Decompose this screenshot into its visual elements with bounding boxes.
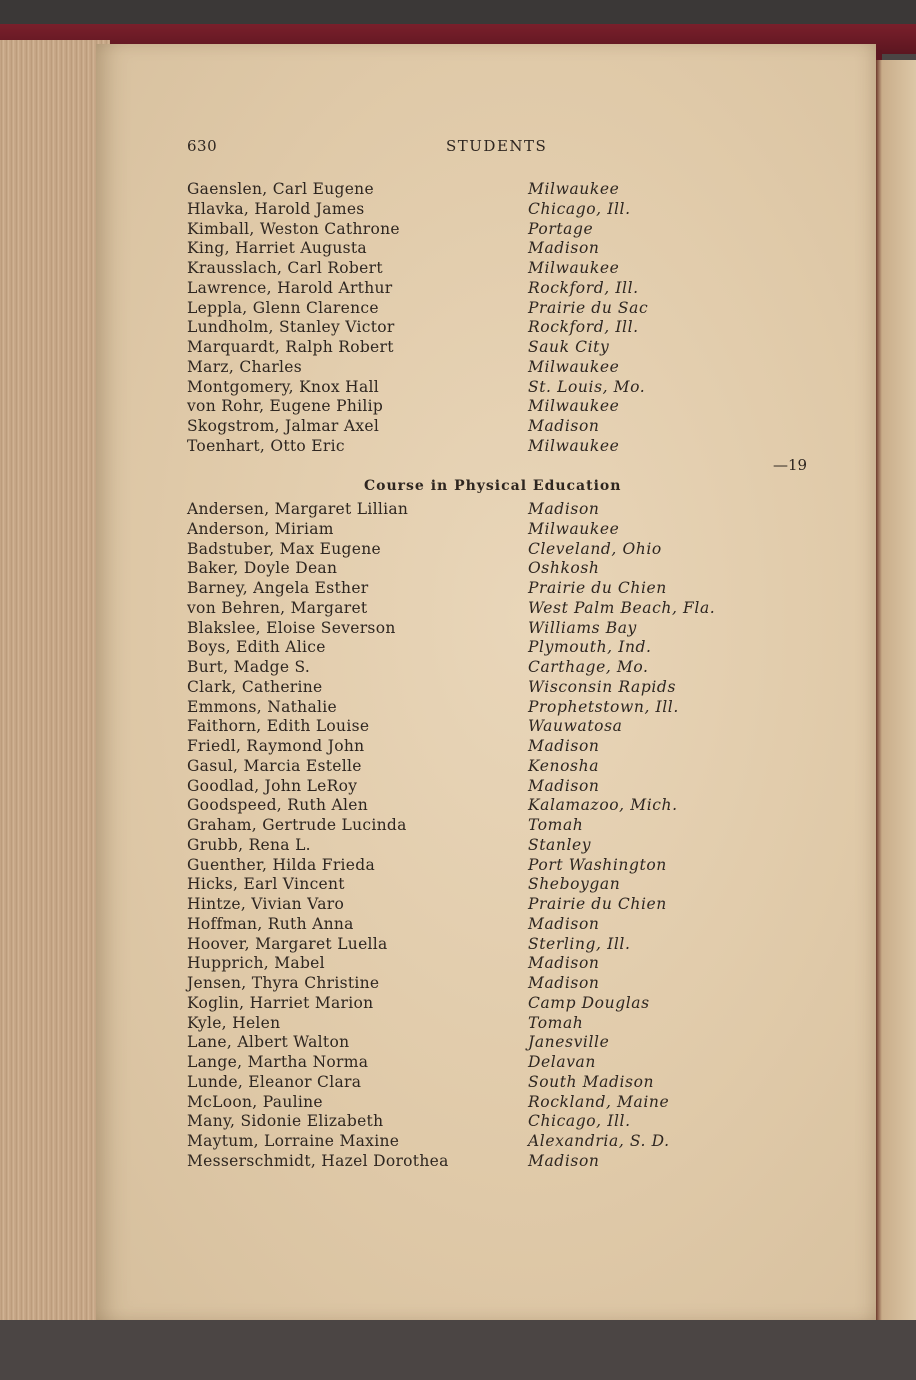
student-entry [187, 658, 747, 678]
student-entry [187, 935, 747, 955]
student-hometown: Cleveland, Ohio [528, 539, 662, 558]
student-hometown: Port Washington [528, 855, 667, 874]
student-entry [187, 816, 747, 836]
student-hometown: Chicago, Ill. [528, 199, 631, 218]
student-entry [187, 856, 747, 876]
student-entry [187, 299, 747, 319]
section-heading: Course in Physical Education [364, 478, 622, 494]
student-hometown: Wauwatosa [528, 717, 623, 736]
student-name: Lunde, Eleanor Clara [187, 1072, 362, 1091]
student-entry [187, 777, 747, 797]
student-entry [187, 678, 747, 698]
student-hometown: Madison [528, 776, 600, 795]
student-name: Anderson, Miriam [187, 519, 334, 538]
student-hometown: Prairie du Chien [528, 895, 667, 913]
student-hometown: Prairie du Sac [528, 298, 649, 317]
student-hometown: Rockford, Ill. [528, 278, 639, 297]
student-hometown: Portage [528, 219, 594, 238]
student-name: Many, Sidonie Elizabeth [187, 1112, 384, 1131]
student-entry [187, 259, 747, 279]
student-name: von Behren, Margaret [187, 598, 368, 617]
student-name: Lange, Martha Norma [187, 1053, 369, 1071]
student-entry [187, 698, 747, 718]
student-name: Leppla, Glenn Clarence [187, 298, 379, 317]
student-entry [187, 974, 747, 994]
student-hometown: Prairie du Chien [528, 579, 667, 597]
margin-mark: —19 [773, 456, 808, 474]
student-name: Montgomery, Knox Hall [187, 377, 380, 396]
student-entry [187, 1014, 747, 1034]
student-entry [187, 717, 747, 737]
student-entry [187, 540, 747, 560]
student-name: Marz, Charles [187, 357, 303, 376]
student-hometown: Madison [528, 974, 600, 992]
student-name: Kyle, Helen [187, 1013, 281, 1032]
page-number: 630 [187, 137, 218, 155]
student-name: Badstuber, Max Eugene [187, 539, 382, 558]
student-hometown: Delavan [528, 1053, 596, 1071]
student-entry [187, 358, 747, 378]
student-hometown: Madison [528, 417, 600, 435]
student-hometown: Madison [528, 500, 600, 518]
student-entry [187, 338, 747, 358]
student-hometown: Camp Douglas [528, 993, 650, 1012]
student-name: Gaenslen, Carl Eugene [187, 180, 374, 198]
student-entry [187, 397, 747, 417]
student-name: Lane, Albert Walton [187, 1033, 350, 1052]
student-entry [187, 954, 747, 974]
student-entry [187, 875, 747, 895]
student-name: Baker, Doyle Dean [187, 559, 338, 578]
background-bottom [0, 1320, 916, 1380]
student-name: Maytum, Lorraine Maxine [187, 1132, 400, 1150]
student-name: Messerschmidt, Hazel Dorothea [187, 1151, 449, 1170]
student-name: Faithorn, Edith Louise [187, 717, 370, 736]
student-hometown: Chicago, Ill. [528, 1112, 631, 1131]
student-hometown: Sheboygan [528, 875, 621, 894]
student-name: Graham, Gertrude Lucinda [187, 816, 407, 834]
student-entry [187, 579, 747, 599]
student-entry [187, 757, 747, 777]
student-name: Gasul, Marcia Estelle [187, 756, 362, 775]
student-entry [187, 200, 747, 220]
student-entry [187, 1073, 747, 1093]
student-hometown: Madison [528, 737, 600, 755]
student-hometown: Plymouth, Ind. [528, 638, 652, 657]
student-name: Jensen, Thyra Christine [187, 974, 380, 992]
student-name: Koglin, Harriet Marion [187, 993, 374, 1012]
student-entry [187, 1112, 747, 1132]
student-hometown: Sauk City [528, 338, 610, 356]
student-name: Lawrence, Harold Arthur [187, 278, 393, 297]
student-entry [187, 1033, 747, 1053]
student-hometown: Madison [528, 239, 600, 258]
student-entry [187, 437, 747, 457]
page-edges [0, 40, 110, 1330]
student-hometown: Rockford, Ill. [528, 318, 639, 337]
student-list-physical-education [187, 500, 747, 1172]
student-name: Clark, Catherine [187, 677, 323, 696]
student-name: Goodlad, John LeRoy [187, 776, 358, 795]
student-name: Barney, Angela Esther [187, 579, 369, 597]
student-list-top [187, 180, 747, 457]
student-entry [187, 180, 747, 200]
student-entry [187, 1053, 747, 1073]
student-name: Skogstrom, Jalmar Axel [187, 417, 380, 435]
student-hometown: Kenosha [528, 756, 600, 775]
student-entry [187, 417, 747, 437]
student-hometown: Oshkosh [528, 559, 600, 578]
student-name: Hintze, Vivian Varo [187, 895, 345, 913]
student-name: Lundholm, Stanley Victor [187, 318, 395, 337]
student-name: Marquardt, Ralph Robert [187, 338, 394, 356]
student-entry [187, 994, 747, 1014]
student-entry [187, 836, 747, 856]
student-hometown: Milwaukee [528, 259, 620, 277]
student-name: Toenhart, Otto Eric [187, 436, 345, 455]
student-hometown: Milwaukee [528, 357, 620, 376]
student-name: Krausslach, Carl Robert [187, 259, 383, 277]
student-hometown: Kalamazoo, Mich. [528, 796, 678, 815]
student-name: Emmons, Nathalie [187, 697, 337, 716]
student-entry [187, 520, 747, 540]
student-name: McLoon, Pauline [187, 1092, 323, 1111]
student-hometown: Prophetstown, Ill. [528, 697, 679, 716]
student-entry [187, 239, 747, 259]
student-entry [187, 1152, 747, 1172]
student-hometown: Milwaukee [528, 519, 620, 538]
student-entry [187, 1132, 747, 1152]
student-hometown: Madison [528, 954, 600, 973]
student-name: Blakslee, Eloise Severson [187, 618, 396, 637]
student-name: King, Harriet Augusta [187, 239, 367, 258]
student-entry [187, 599, 747, 619]
student-name: Hupprich, Mabel [187, 954, 325, 973]
student-hometown: Janesville [528, 1033, 610, 1052]
student-entry [187, 638, 747, 658]
student-entry [187, 1093, 747, 1113]
student-hometown: Milwaukee [528, 180, 620, 198]
student-name: Goodspeed, Ruth Alen [187, 796, 369, 815]
student-hometown: Madison [528, 914, 600, 933]
student-entry [187, 378, 747, 398]
student-entry [187, 318, 747, 338]
student-hometown: Sterling, Ill. [528, 934, 631, 953]
student-hometown: Wisconsin Rapids [528, 677, 677, 696]
student-name: Burt, Madge S. [187, 658, 311, 676]
student-name: Kimball, Weston Cathrone [187, 219, 400, 238]
student-hometown: South Madison [528, 1072, 655, 1091]
student-entry [187, 895, 747, 915]
student-entry [187, 796, 747, 816]
student-hometown: Tomah [528, 1013, 584, 1032]
student-hometown: Alexandria, S. D. [528, 1132, 670, 1150]
student-hometown: Milwaukee [528, 397, 620, 416]
student-entry [187, 915, 747, 935]
student-hometown: Rockland, Maine [528, 1092, 670, 1111]
student-name: Guenther, Hilda Frieda [187, 855, 376, 874]
student-hometown: Williams Bay [528, 618, 637, 637]
student-hometown: Madison [528, 1151, 600, 1170]
student-name: Boys, Edith Alice [187, 638, 326, 657]
student-hometown: Milwaukee [528, 436, 620, 455]
student-name: Hicks, Earl Vincent [187, 875, 345, 894]
student-hometown: Carthage, Mo. [528, 658, 649, 676]
student-name: Hoffman, Ruth Anna [187, 914, 354, 933]
adjacent-page [876, 60, 916, 1340]
student-hometown: Stanley [528, 835, 592, 854]
student-entry [187, 737, 747, 757]
student-entry [187, 220, 747, 240]
student-entry [187, 500, 747, 520]
student-name: Hoover, Margaret Luella [187, 934, 388, 953]
student-name: Hlavka, Harold James [187, 199, 365, 218]
student-hometown: St. Louis, Mo. [528, 377, 646, 396]
student-name: Grubb, Rena L. [187, 835, 311, 854]
running-head: STUDENTS [446, 137, 548, 155]
student-name: Andersen, Margaret Lillian [187, 500, 409, 518]
student-name: von Rohr, Eugene Philip [187, 397, 384, 416]
student-entry [187, 559, 747, 579]
student-name: Friedl, Raymond John [187, 737, 365, 755]
student-entry [187, 619, 747, 639]
student-hometown: Tomah [528, 816, 584, 834]
student-entry [187, 279, 747, 299]
student-hometown: West Palm Beach, Fla. [528, 598, 716, 617]
